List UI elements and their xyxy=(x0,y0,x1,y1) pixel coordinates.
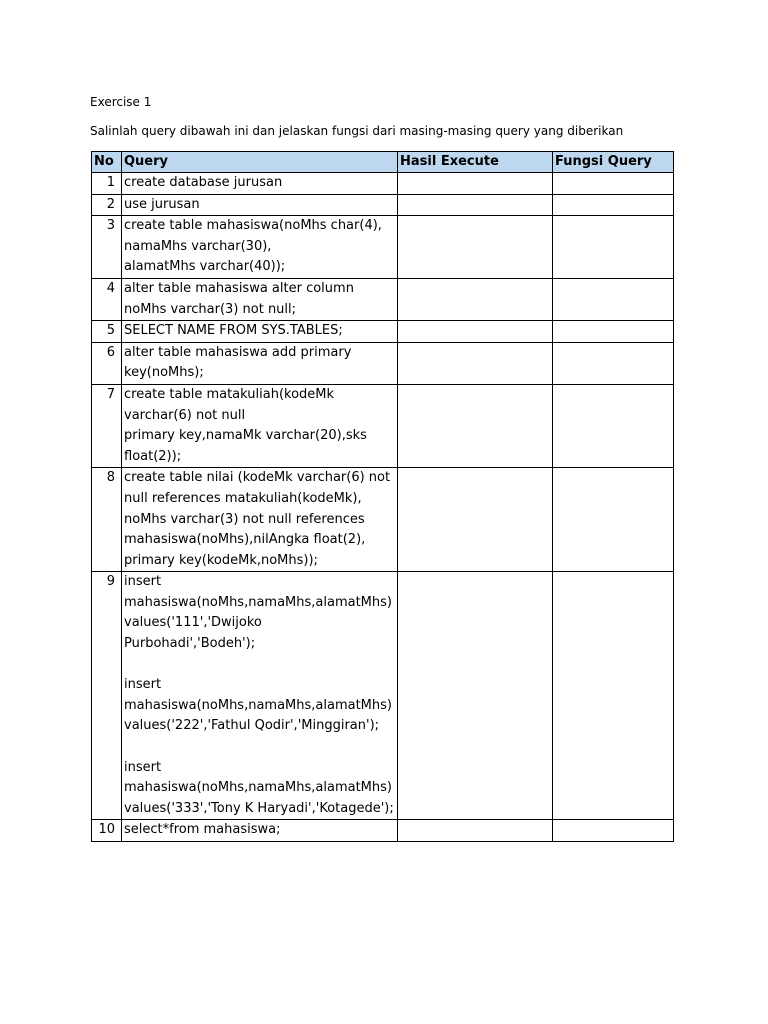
row-number: 5 xyxy=(92,321,122,343)
fungsi-query-cell xyxy=(553,194,674,216)
table-header-row xyxy=(92,152,674,173)
row-number: 10 xyxy=(92,820,122,842)
table-row xyxy=(92,321,674,343)
row-number: 1 xyxy=(92,173,122,195)
header-query: Query xyxy=(122,152,398,173)
hasil-execute-cell xyxy=(398,384,553,467)
fungsi-query-cell xyxy=(553,216,674,279)
hasil-execute-cell xyxy=(398,321,553,343)
query-table xyxy=(91,151,674,842)
query-cell: create table matakuliah(kodeMk varchar(6) not null primary key,namaMk varchar(20),sks float(2)); xyxy=(122,384,398,467)
row-number: 8 xyxy=(92,468,122,572)
query-cell: create table mahasiswa(noMhs char(4), namaMhs varchar(30), alamatMhs varchar(40)); xyxy=(122,216,398,279)
header-no: No xyxy=(92,152,122,173)
row-number: 2 xyxy=(92,194,122,216)
exercise-title: Exercise 1 xyxy=(90,95,152,109)
instruction-text: Salinlah query dibawah ini dan jelaskan fungsi dari masing-masing query yang diberikan xyxy=(90,124,624,138)
fungsi-query-cell xyxy=(553,820,674,842)
query-cell: alter table mahasiswa add primary key(noMhs); xyxy=(122,342,398,384)
query-cell: select*from mahasiswa; xyxy=(122,820,398,842)
table-row xyxy=(92,384,674,467)
query-cell: alter table mahasiswa alter column noMhs varchar(3) not null; xyxy=(122,278,398,320)
fungsi-query-cell xyxy=(553,572,674,820)
row-number: 6 xyxy=(92,342,122,384)
hasil-execute-cell xyxy=(398,278,553,320)
hasil-execute-cell xyxy=(398,820,553,842)
hasil-execute-cell xyxy=(398,572,553,820)
query-cell: SELECT NAME FROM SYS.TABLES; xyxy=(122,321,398,343)
fungsi-query-cell xyxy=(553,173,674,195)
row-number: 3 xyxy=(92,216,122,279)
table-row xyxy=(92,342,674,384)
header-fungsi-query: Fungsi Query xyxy=(553,152,674,173)
row-number: 4 xyxy=(92,278,122,320)
hasil-execute-cell xyxy=(398,468,553,572)
fungsi-query-cell xyxy=(553,342,674,384)
row-number: 9 xyxy=(92,572,122,820)
hasil-execute-cell xyxy=(398,216,553,279)
hasil-execute-cell xyxy=(398,342,553,384)
hasil-execute-cell xyxy=(398,194,553,216)
hasil-execute-cell xyxy=(398,173,553,195)
table-row xyxy=(92,173,674,195)
query-cell: create table nilai (kodeMk varchar(6) not null references matakuliah(kodeMk), noMhs varchar(3) not null references mahasiswa(noMhs),nilAngka float(2), primary key(kodeMk,noMhs)); xyxy=(122,468,398,572)
fungsi-query-cell xyxy=(553,278,674,320)
table-row xyxy=(92,468,674,572)
fungsi-query-cell xyxy=(553,468,674,572)
query-cell: use jurusan xyxy=(122,194,398,216)
table-row xyxy=(92,278,674,320)
query-cell: insert mahasiswa(noMhs,namaMhs,alamatMhs) values('111','Dwijoko Purbohadi','Bodeh'); insert mahasiswa(noMhs,namaMhs,alamatMhs) values('222','Fathul Qodir','Minggiran'); insert mahasiswa(noMhs,namaMhs,alamatMhs) values('333','Tony K Haryadi','Kotagede'); xyxy=(122,572,398,820)
fungsi-query-cell xyxy=(553,321,674,343)
fungsi-query-cell xyxy=(553,384,674,467)
table-row xyxy=(92,216,674,279)
query-cell: create database jurusan xyxy=(122,173,398,195)
row-number: 7 xyxy=(92,384,122,467)
table-row xyxy=(92,572,674,820)
table-row xyxy=(92,820,674,842)
table-row xyxy=(92,194,674,216)
header-hasil-execute: Hasil Execute xyxy=(398,152,553,173)
